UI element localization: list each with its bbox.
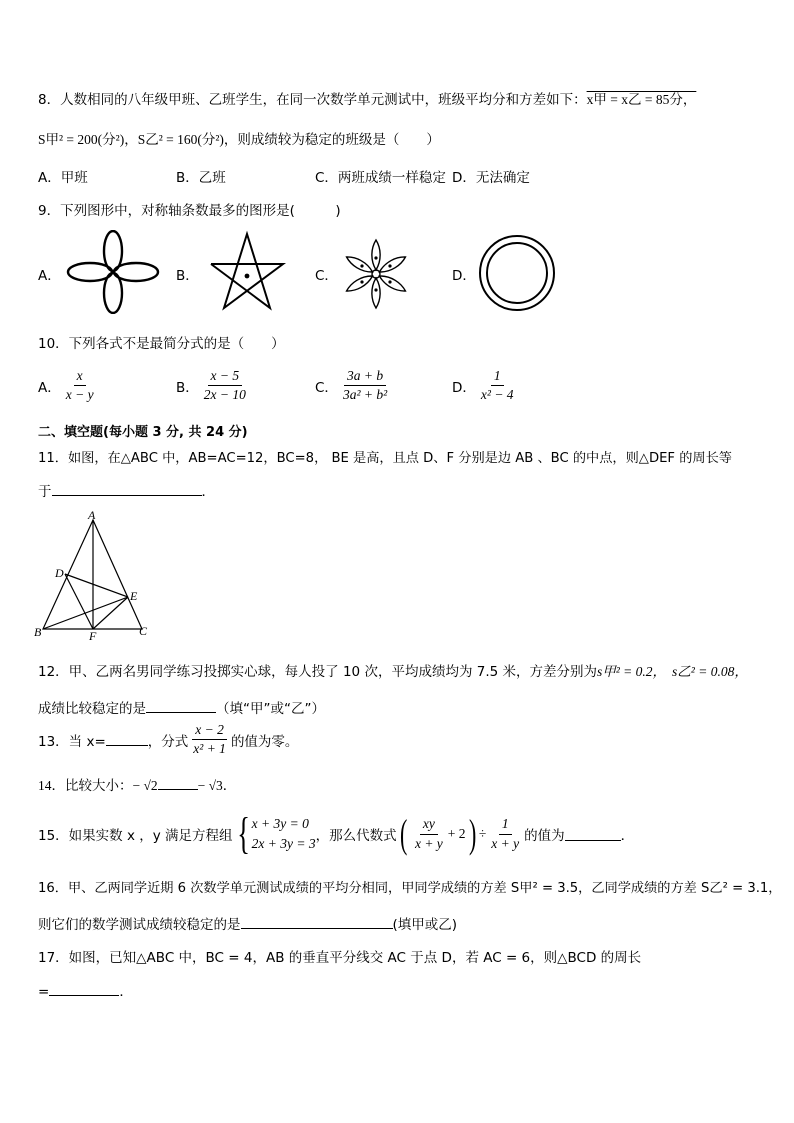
q17-answer-blank[interactable] [49, 983, 119, 996]
q15-inner-fraction: $\frac{xy}{x + y}$ [414, 816, 443, 851]
q15-divisor-fraction: $\frac{1}{x + y}$ [491, 816, 520, 851]
q13-fraction: $\frac{x - 2}{\text{x² + 1}}$ [193, 722, 226, 757]
q10-option-a[interactable] [38, 369, 99, 402]
q15-line: 15．如果实数 x ，y 满足方程组 { x + 3y = 0 2x + 3y = 3 ，那么代数式 ( $\frac{xy}{x + y}$ + 2 ) ÷ $\frac{1}{x + y}$ 的值为 ． [38, 809, 635, 858]
q9-option-d-label[interactable]: D． [452, 268, 476, 284]
q13-answer-blank[interactable] [106, 733, 148, 746]
q15-answer-blank[interactable] [565, 828, 621, 841]
q14-answer-blank[interactable] [158, 777, 198, 790]
right-paren-icon: ) [468, 811, 476, 856]
q11-line2: 于 ． [38, 484, 215, 500]
q15-equation-system: { x + 3y = 0 2x + 3y = 3 [236, 809, 316, 858]
q11-answer-blank[interactable] [52, 483, 202, 496]
q16-line2: 则它们的数学测试成绩较稳定的是 (填甲或乙) [38, 917, 458, 933]
q10-option-d[interactable] [452, 369, 519, 402]
q11-label-e: E [130, 589, 138, 603]
q8-option-c[interactable]: C．两班成绩一样稳定 [315, 170, 446, 186]
q8-option-a[interactable]: A．甲班 [38, 170, 88, 186]
q9-stem: 9．下列图形中，对称轴条数最多的图形是( ) [38, 203, 341, 219]
q8-line1 [38, 88, 696, 108]
q17-line1: 17．如图，已知△ABC 中，BC = 4，AB 的垂直平分线交 AC 于点 D，若 AC = 6，则△BCD 的周长 [38, 950, 642, 966]
q8-option-b[interactable]: B．乙班 [176, 170, 226, 186]
q11-label-b: B [34, 625, 42, 639]
q14-line: 14．比较大小：− √2 − √3． [38, 778, 237, 793]
six-petal-flower-figure [342, 235, 410, 313]
section-2-heading: 二、填空题(每小题 3 分, 共 24 分) [38, 425, 248, 440]
q11-line1: 11．如图，在△ABC 中，AB=AC=12，BC=8， BE 是高，且点 D、F 分别是边 AB 、BC 的中点，则△DEF 的周长等 [38, 451, 732, 466]
left-brace-icon: { [236, 809, 250, 858]
q10-stem: 10．下列各式不是最简分式的是（ ） [38, 336, 285, 352]
q10-option-d-label: D． [452, 379, 476, 396]
q8-stem: 8．人数相同的八年级甲班、乙班学生，在同一次数学单元测试中，班级平均分和方差如下： [38, 92, 587, 108]
q16-line1: 16．甲、乙两同学近期 6 次数学单元测试成绩的平均分相同，甲同学成绩的方差 S甲² = 3.5，乙同学成绩的方差 S乙² = 3.1， [38, 881, 782, 896]
q11-label-a: A [88, 508, 96, 522]
four-petal-flower-figure [66, 230, 160, 314]
q13-line: 13．当 x= ，分式 $\frac{x - 2}{\text{x² + 1}}$ 的值为零。 [38, 722, 299, 757]
q10-option-c[interactable] [315, 369, 392, 402]
q17-line2: = ． [38, 984, 133, 1000]
q8-mean-formula: x甲 = x乙 = 85分， [586, 92, 697, 107]
pentagram-star-figure [207, 230, 287, 312]
q12-answer-blank[interactable] [146, 700, 216, 713]
q10-option-c-label: C． [315, 379, 338, 396]
q10-option-b-fraction: $\frac{x - 5}{2x - 10}$ [203, 368, 246, 403]
q16-answer-blank[interactable] [241, 916, 393, 929]
q9-option-a-label[interactable]: A． [38, 268, 61, 284]
q10-option-a-label: A． [38, 379, 61, 396]
q9-option-c-label[interactable]: C． [315, 268, 338, 284]
q11-label-c: C [139, 624, 148, 638]
q8-option-d[interactable]: D．无法确定 [452, 170, 530, 186]
q12-variance-a: s甲² = 0.2， [597, 664, 667, 679]
q10-option-a-fraction: $\frac{x}{x - y}$ [65, 368, 94, 403]
q11-label-d: D [55, 566, 64, 580]
q12-variance-b: s乙² = 0.08， [672, 664, 748, 679]
left-paren-icon: ( [399, 811, 407, 856]
q10-option-b[interactable] [176, 369, 251, 402]
q10-option-d-fraction: $\frac{1}{\text{x² − 4}}$ [480, 368, 514, 403]
q11-label-f: F [89, 629, 97, 642]
q9-option-b-label[interactable]: B． [176, 268, 199, 284]
q11-triangle-figure [34, 508, 154, 642]
q12-line1: 12．甲、乙两名男同学练习投掷实心球，每人投了 10 次，平均成绩均为 7.5 米，方差分别为s甲² = 0.2， s乙² = 0.08， [38, 664, 748, 680]
q10-option-c-fraction: $\frac{3a + b}{\text{3a² + b²}}$ [342, 368, 388, 403]
q10-option-b-label: B． [176, 379, 199, 396]
concentric-ring-figure [478, 234, 556, 312]
q8-line2: S甲² = 200(分²)，S乙² = 160(分²)，则成绩较为稳定的班级是（ ） [38, 132, 440, 147]
q12-line2: 成绩比较稳定的是 （填“甲”或“乙”） [38, 701, 325, 717]
